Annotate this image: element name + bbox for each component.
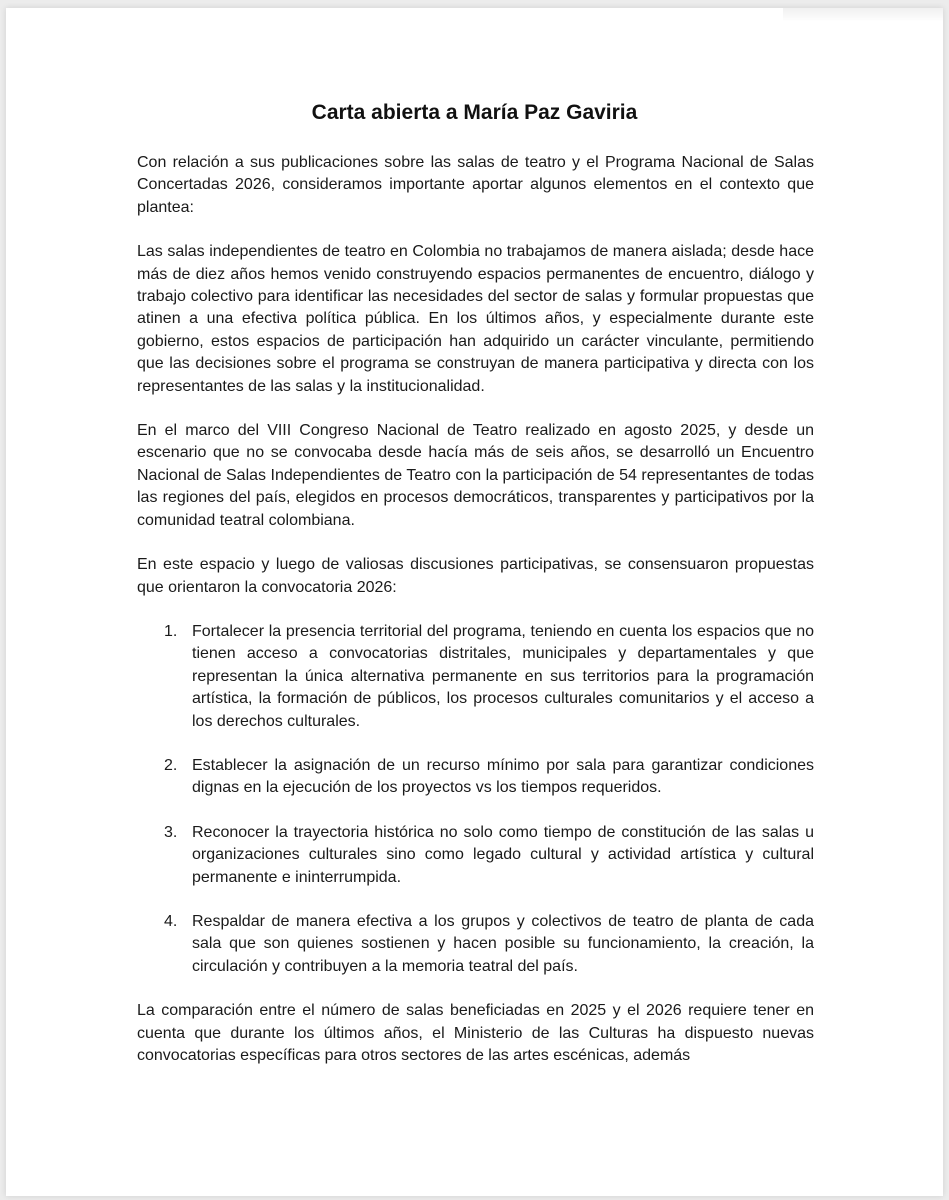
paragraph-comparison: La comparación entre el número de salas beneficiadas en 2025 y el 2026 requiere tener en cuenta que durante los últimos años, el Ministerio de las Culturas ha dispuesto nuevas convocatorias específicas para otros sectores de las artes escénicas, además [137, 1002, 814, 1064]
list-item-text: Establecer la asignación de un recurso mínimo por sala para garantizar condiciones dignas en la ejecución de los proyectos vs los tiempos requeridos. [192, 756, 814, 797]
paragraph-intro: Con relación a sus publicaciones sobre las salas de teatro y el Programa Nacional de Salas Concertadas 2026, consideramos importante aportar algunos elementos en el contexto que plantea: [137, 154, 814, 216]
list-item [164, 755, 814, 800]
list-item-number: 1. [164, 622, 178, 640]
list-item-text: Reconocer la trayectoria histórica no solo como tiempo de constitución de las salas u organizaciones culturales sino como legado cultural y actividad artística y cultural permanente e ininterrumpida. [192, 823, 814, 886]
list-item-number: 2. [164, 756, 178, 774]
list-item-text: Respaldar de manera efectiva a los grupos y colectivos de teatro de planta de cada sala que son quienes sostienen y hacen posible su funcionamiento, la creación, la circulación y contribuyen a la memoria teatral del país. [192, 912, 814, 975]
letter-title: Carta abierta a María Paz Gaviria [311, 101, 638, 124]
proposals-list [137, 621, 814, 978]
list-item-text: Fortalecer la presencia territorial del programa, teniendo en cuenta los espacios que no tienen acceso a convocatorias distritales, municipales y departamentales y que representan la única alternativa permanente en sus territorios para la programación artística, la formación de públicos, los procesos culturales comunitarios y el acceso a los derechos culturales. [192, 622, 814, 730]
list-item-number: 4. [164, 912, 178, 930]
list-item-number: 3. [164, 823, 178, 841]
list-item [164, 911, 814, 978]
paragraph-context: Las salas independientes de teatro en Colombia no trabajamos de manera aislada; desde hace más de diez años hemos venido construyendo espacios permanentes de encuentro, diálogo y trabajo colectivo para identificar las necesidades del sector de salas y formular propuestas que atinen a una efectiva política pública. En los últimos años, y especialmente durante este gobierno, estos espacios de participación han adquirido un carácter vinculante, permitiendo que las decisiones sobre el programa se construyan de manera participativa y directa con los representantes de las salas y la institucionalidad. [137, 243, 814, 395]
paragraph-congress: En el marco del VIII Congreso Nacional de Teatro realizado en agosto 2025, y desde un escenario que no se convocaba desde hacía más de seis años, se desarrolló un Encuentro Nacional de Salas Independientes de Teatro con la participación de 54 representantes de todas las regiones del país, elegidos en procesos democráticos, transparentes y participativos por la comunidad teatral colombiana. [137, 422, 814, 529]
list-item [164, 822, 814, 889]
list-item [164, 621, 814, 733]
paragraph-proposals-intro: En este espacio y luego de valiosas discusiones participativas, se consensuaron propuestas que orientaron la convocatoria 2026: [137, 556, 814, 596]
letter-body [137, 152, 814, 1067]
page-edge-shadow [783, 8, 943, 22]
